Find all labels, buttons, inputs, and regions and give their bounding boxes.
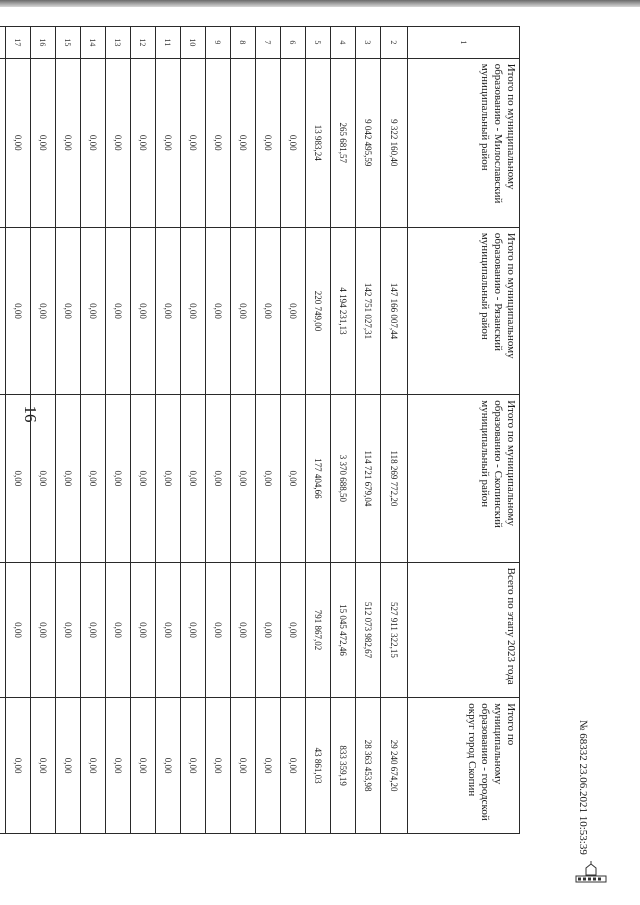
table-cell: 0,00: [156, 562, 181, 698]
table-cell: 0,00: [181, 58, 206, 227]
value-row: [381, 27, 408, 834]
table-cell: 9 322 160,40: [381, 58, 408, 227]
table-cell: 28 363 453,98: [356, 698, 381, 834]
table-cell: 0,00: [131, 227, 156, 394]
table-cell: 0,00: [31, 395, 56, 562]
value-row: [281, 27, 306, 834]
table-cell: 0,00: [281, 58, 306, 227]
column-number: 12: [131, 27, 156, 59]
column-number: 17: [6, 27, 31, 59]
table-cell: 4 194 231,13: [331, 227, 356, 394]
table-cell: 0,00: [81, 227, 106, 394]
table-cell: 0,00: [31, 562, 56, 698]
value-row: [156, 27, 181, 834]
table-cell: 0,00: [281, 562, 306, 698]
table-cell: 0,00: [81, 698, 106, 834]
column-number: 15: [56, 27, 81, 59]
table-cell: 0,00: [6, 562, 31, 698]
table-cell: 791 867,02: [306, 562, 331, 698]
table-cell: 0,00: [281, 698, 306, 834]
budget-table-body: [0, 27, 520, 834]
column-number: 4: [331, 27, 356, 59]
table-cell: 43 861,03: [306, 698, 331, 834]
table-cell: 0,00: [156, 698, 181, 834]
table-cell: 0,00: [56, 58, 81, 227]
table-cell: [0, 698, 6, 834]
budget-table: [0, 26, 520, 834]
column-number: 13: [106, 27, 131, 59]
table-cell: 0,00: [106, 227, 131, 394]
row-label: Всего по этапу 2023 года: [408, 562, 520, 698]
table-cell: 0,00: [181, 395, 206, 562]
column-number: 9: [206, 27, 231, 59]
scan-top-edge: [0, 0, 640, 7]
value-row: [356, 27, 381, 834]
table-cell: 0,00: [231, 395, 256, 562]
table-cell: 0,00: [231, 58, 256, 227]
table-cell: 0,00: [106, 562, 131, 698]
row-label: Итого по муниципальному образованию - Милославский муниципальный район: [408, 58, 520, 227]
table-cell: 147 166 007,44: [381, 227, 408, 394]
table-cell: [0, 58, 6, 227]
table-cell: [0, 562, 6, 698]
table-cell: 0,00: [156, 227, 181, 394]
table-cell: 0,00: [156, 395, 181, 562]
table-cell: 265 681,57: [331, 58, 356, 227]
table-cell: 0,00: [6, 227, 31, 394]
table-cell: 512 073 982,67: [356, 562, 381, 698]
value-row: [81, 27, 106, 834]
table-cell: [0, 395, 6, 562]
value-row: [106, 27, 131, 834]
table-cell: 0,00: [106, 698, 131, 834]
column-number: 10: [181, 27, 206, 59]
row-label: Итого по муниципальному образованию - Рязанский муниципальный район: [408, 227, 520, 394]
table-cell: 0,00: [256, 227, 281, 394]
table-cell: 833 359,19: [331, 698, 356, 834]
table-cell: 0,00: [31, 58, 56, 227]
table-cell: 0,00: [206, 698, 231, 834]
table-cell: 0,00: [156, 58, 181, 227]
table-cell: 0,00: [181, 698, 206, 834]
table-cell: 0,00: [181, 227, 206, 394]
value-row: [56, 27, 81, 834]
value-row: [306, 27, 331, 834]
column-number: 5: [306, 27, 331, 59]
column-number: 7: [256, 27, 281, 59]
table-cell: 0,00: [256, 562, 281, 698]
column-number: 2: [381, 27, 408, 59]
column-number: 14: [81, 27, 106, 59]
table-cell: 0,00: [256, 698, 281, 834]
table-cell: 177 404,66: [306, 395, 331, 562]
table-cell: 0,00: [131, 395, 156, 562]
table-cell: 0,00: [56, 395, 81, 562]
table-cell: 29 240 674,20: [381, 698, 408, 834]
table-cell: 15 045 472,46: [331, 562, 356, 698]
table-cell: 0,00: [31, 698, 56, 834]
table-cell: 142 751 027,31: [356, 227, 381, 394]
value-row: [256, 27, 281, 834]
table-cell: 118 269 772,20: [381, 395, 408, 562]
table-cell: 0,00: [231, 698, 256, 834]
table-cell: 0,00: [106, 395, 131, 562]
table-cell: 0,00: [31, 227, 56, 394]
registration-stamp: № 68332 23.06.2021 10:53:39: [577, 720, 589, 855]
table-cell: 220 749,00: [306, 227, 331, 394]
column-number: 16: [31, 27, 56, 59]
table-region: [13, 26, 520, 834]
table-cell: 0,00: [106, 58, 131, 227]
table-cell: 527 911 322,15: [381, 562, 408, 698]
column-number: 6: [281, 27, 306, 59]
value-row: [206, 27, 231, 834]
table-cell: 0,00: [6, 395, 31, 562]
row-label: Итого по муниципальному образованию - Скопинский муниципальный район: [408, 395, 520, 562]
table-cell: 3 370 688,50: [331, 395, 356, 562]
table-cell: 9 042 495,59: [356, 58, 381, 227]
value-row: [6, 27, 31, 834]
column-number: 1: [408, 27, 520, 59]
table-cell: 0,00: [206, 58, 231, 227]
table-cell: 0,00: [256, 395, 281, 562]
table-cell: 0,00: [56, 698, 81, 834]
table-cell: 0,00: [131, 58, 156, 227]
page-number: 16: [21, 405, 40, 423]
column-number: 3: [356, 27, 381, 59]
column-number: 11: [156, 27, 181, 59]
table-cell: 0,00: [81, 395, 106, 562]
coat-of-arms-seal: [574, 860, 608, 886]
table-cell: 0,00: [131, 562, 156, 698]
table-cell: 0,00: [131, 698, 156, 834]
table-cell: 0,00: [231, 227, 256, 394]
value-row: [181, 27, 206, 834]
value-row: [131, 27, 156, 834]
table-cell: 0,00: [81, 562, 106, 698]
table-cell: 0,00: [6, 698, 31, 834]
table-cell: 0,00: [56, 227, 81, 394]
table-cell: 0,00: [206, 227, 231, 394]
table-cell: 13 983,24: [306, 58, 331, 227]
value-row: [331, 27, 356, 834]
table-cell: [0, 227, 6, 394]
table-cell: 0,00: [231, 562, 256, 698]
table-cell: 114 721 679,04: [356, 395, 381, 562]
label-row: [408, 27, 520, 834]
table-cell: 0,00: [81, 58, 106, 227]
table-cell: 0,00: [181, 562, 206, 698]
table-cell: 0,00: [56, 562, 81, 698]
value-row: [0, 27, 6, 834]
row-label: Итого по муниципальному образованию - городской округ город Скопин: [408, 698, 520, 834]
value-row: [31, 27, 56, 834]
column-number: 8: [231, 27, 256, 59]
table-cell: 0,00: [281, 395, 306, 562]
table-cell: 0,00: [6, 58, 31, 227]
table-cell: 0,00: [206, 395, 231, 562]
value-row: [231, 27, 256, 834]
column-number: [0, 27, 6, 59]
table-cell: 0,00: [281, 227, 306, 394]
table-cell: 0,00: [206, 562, 231, 698]
table-cell: 0,00: [256, 58, 281, 227]
